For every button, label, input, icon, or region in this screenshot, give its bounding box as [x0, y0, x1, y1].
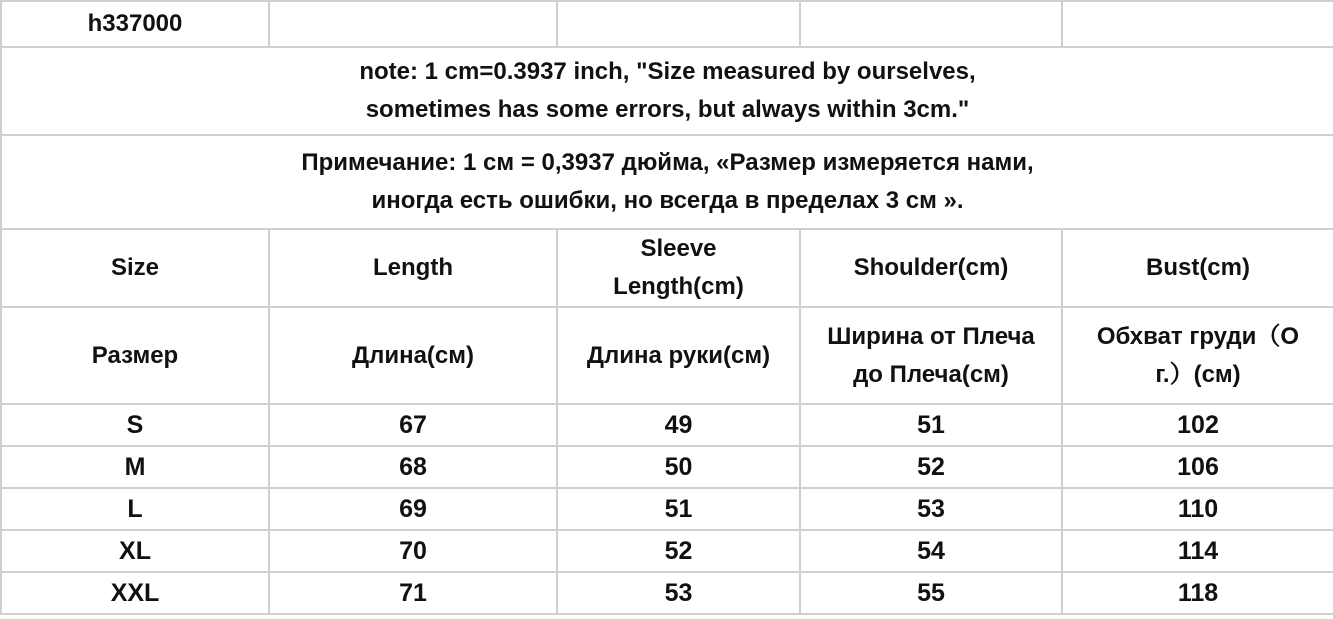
- table-row: [1, 446, 1333, 488]
- sleeve-cell: 50: [557, 446, 800, 488]
- header-size: Size: [1, 229, 269, 307]
- note-ru: Примечание: 1 см = 0,3937 дюйма, «Размер измеряется нами, иногда есть ошибки, но всегда в пределах 3 см ».: [1, 135, 1333, 229]
- empty-cell: [1062, 1, 1333, 47]
- sleeve-cell: 51: [557, 488, 800, 530]
- bust-cell: 118: [1062, 572, 1333, 614]
- length-cell: 71: [269, 572, 557, 614]
- bust-cell: 110: [1062, 488, 1333, 530]
- shoulder-cell: 51: [800, 404, 1062, 446]
- table-row: [1, 530, 1333, 572]
- length-cell: 70: [269, 530, 557, 572]
- header-sleeve-length: Sleeve Length(cm): [557, 229, 800, 307]
- header-size-ru: Размер: [1, 307, 269, 404]
- bust-cell: 106: [1062, 446, 1333, 488]
- header-length: Length: [269, 229, 557, 307]
- empty-cell: [269, 1, 557, 47]
- sleeve-cell: 52: [557, 530, 800, 572]
- note-en: note: 1 cm=0.3937 inch, "Size measured by ourselves, sometimes has some errors, but always within 3cm.": [1, 47, 1333, 135]
- size-cell: S: [1, 404, 269, 446]
- shoulder-cell: 52: [800, 446, 1062, 488]
- length-cell: 67: [269, 404, 557, 446]
- header-bust-ru: Обхват груди（О г.）(см): [1062, 307, 1333, 404]
- header-bust: Bust(cm): [1062, 229, 1333, 307]
- note-en-row: [1, 47, 1333, 135]
- table-row: [1, 404, 1333, 446]
- header-shoulder: Shoulder(cm): [800, 229, 1062, 307]
- length-cell: 69: [269, 488, 557, 530]
- table-row: [1, 572, 1333, 614]
- product-code-row: [1, 1, 1333, 47]
- bust-cell: 114: [1062, 530, 1333, 572]
- length-cell: 68: [269, 446, 557, 488]
- shoulder-cell: 55: [800, 572, 1062, 614]
- header-length-ru: Длина(см): [269, 307, 557, 404]
- size-cell: M: [1, 446, 269, 488]
- header-shoulder-ru: Ширина от Плеча до Плеча(см): [800, 307, 1062, 404]
- size-cell: L: [1, 488, 269, 530]
- sleeve-cell: 53: [557, 572, 800, 614]
- table-row: [1, 488, 1333, 530]
- note-ru-row: [1, 135, 1333, 229]
- size-cell: XXL: [1, 572, 269, 614]
- header-en-row: [1, 229, 1333, 307]
- empty-cell: [557, 1, 800, 47]
- header-ru-row: [1, 307, 1333, 404]
- bust-cell: 102: [1062, 404, 1333, 446]
- empty-cell: [800, 1, 1062, 47]
- size-cell: XL: [1, 530, 269, 572]
- header-sleeve-length-ru: Длина руки(см): [557, 307, 800, 404]
- shoulder-cell: 54: [800, 530, 1062, 572]
- product-code: h337000: [1, 1, 269, 47]
- shoulder-cell: 53: [800, 488, 1062, 530]
- sleeve-cell: 49: [557, 404, 800, 446]
